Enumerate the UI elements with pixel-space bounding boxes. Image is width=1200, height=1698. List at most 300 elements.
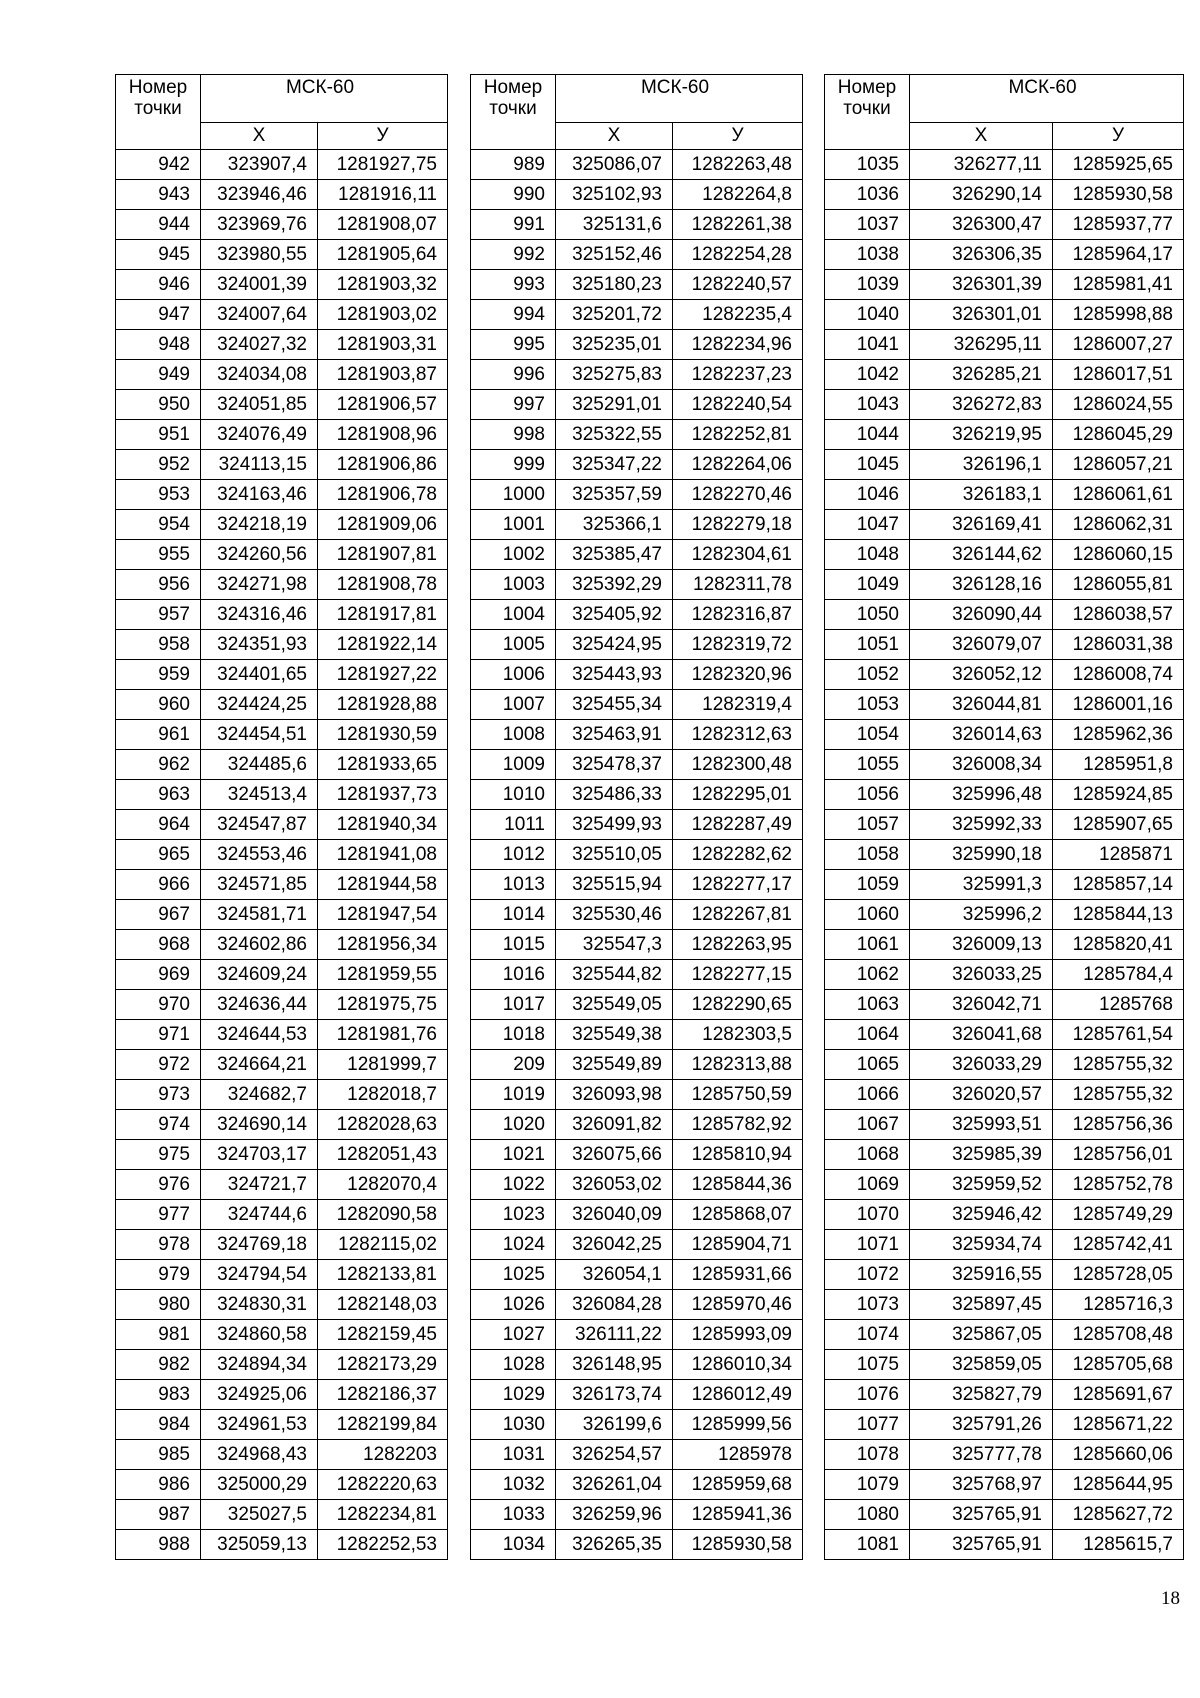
x-coordinate-cell: 324485,6 — [201, 750, 318, 780]
y-coordinate-cell: 1282277,15 — [673, 960, 803, 990]
y-coordinate-cell: 1281956,34 — [318, 930, 448, 960]
y-coordinate-cell: 1282311,78 — [673, 570, 803, 600]
x-coordinate-cell: 325405,92 — [556, 600, 673, 630]
y-coordinate-cell: 1285993,09 — [673, 1320, 803, 1350]
point-number-cell: 969 — [116, 960, 201, 990]
table-row — [471, 240, 803, 270]
x-coordinate-cell: 326008,34 — [910, 750, 1053, 780]
table-row — [116, 1440, 448, 1470]
table-row — [116, 1290, 448, 1320]
y-coordinate-cell: 1282282,62 — [673, 840, 803, 870]
table-row — [471, 1170, 803, 1200]
point-number-cell: 971 — [116, 1020, 201, 1050]
table-row — [116, 660, 448, 690]
header-coordinate-system: МСК-60 — [910, 75, 1184, 123]
x-coordinate-cell: 326277,11 — [910, 150, 1053, 180]
table-row — [825, 780, 1184, 810]
y-coordinate-cell: 1285904,71 — [673, 1230, 803, 1260]
table-row — [116, 180, 448, 210]
x-coordinate-cell: 326285,21 — [910, 360, 1053, 390]
y-coordinate-cell: 1285981,41 — [1053, 270, 1184, 300]
y-coordinate-cell: 1282070,4 — [318, 1170, 448, 1200]
x-coordinate-cell: 326169,41 — [910, 510, 1053, 540]
table-row — [116, 720, 448, 750]
point-number-cell: 1054 — [825, 720, 910, 750]
y-coordinate-cell: 1285871 — [1053, 840, 1184, 870]
point-number-cell: 943 — [116, 180, 201, 210]
point-number-cell: 1059 — [825, 870, 910, 900]
y-coordinate-cell: 1285959,68 — [673, 1470, 803, 1500]
x-coordinate-cell: 325946,42 — [910, 1200, 1053, 1230]
table-row — [825, 810, 1184, 840]
y-coordinate-cell: 1285924,85 — [1053, 780, 1184, 810]
point-number-cell: 1078 — [825, 1440, 910, 1470]
table-row — [471, 750, 803, 780]
point-number-cell: 1068 — [825, 1140, 910, 1170]
y-coordinate-cell: 1281906,57 — [318, 390, 448, 420]
point-number-cell: 962 — [116, 750, 201, 780]
x-coordinate-cell: 324830,31 — [201, 1290, 318, 1320]
table-row — [825, 570, 1184, 600]
x-coordinate-cell: 326196,1 — [910, 450, 1053, 480]
table-row — [116, 360, 448, 390]
y-coordinate-cell: 1285810,94 — [673, 1140, 803, 1170]
y-coordinate-cell: 1285868,07 — [673, 1200, 803, 1230]
y-coordinate-cell: 1282234,81 — [318, 1500, 448, 1530]
y-coordinate-cell: 1282115,02 — [318, 1230, 448, 1260]
table-row — [471, 420, 803, 450]
table-row — [116, 1140, 448, 1170]
y-coordinate-cell: 1285978 — [673, 1440, 803, 1470]
point-number-cell: 1060 — [825, 900, 910, 930]
table-row — [116, 900, 448, 930]
y-coordinate-cell: 1286008,74 — [1053, 660, 1184, 690]
table-row — [471, 570, 803, 600]
x-coordinate-cell: 324925,06 — [201, 1380, 318, 1410]
point-number-cell: 1019 — [471, 1080, 556, 1110]
table-row — [471, 660, 803, 690]
point-number-cell: 1009 — [471, 750, 556, 780]
header-x: Х — [556, 123, 673, 150]
y-coordinate-cell: 1282133,81 — [318, 1260, 448, 1290]
point-number-cell: 1045 — [825, 450, 910, 480]
table-row — [116, 480, 448, 510]
point-number-cell: 1010 — [471, 780, 556, 810]
x-coordinate-cell: 326075,66 — [556, 1140, 673, 1170]
y-coordinate-cell: 1282300,48 — [673, 750, 803, 780]
x-coordinate-cell: 325549,05 — [556, 990, 673, 1020]
table-row — [471, 1050, 803, 1080]
table-row — [825, 1230, 1184, 1260]
table-row — [471, 180, 803, 210]
y-coordinate-cell: 1286024,55 — [1053, 390, 1184, 420]
x-coordinate-cell: 323969,76 — [201, 210, 318, 240]
table-row — [116, 1170, 448, 1200]
table-row — [471, 1440, 803, 1470]
y-coordinate-cell: 1281908,78 — [318, 570, 448, 600]
y-coordinate-cell: 1285970,46 — [673, 1290, 803, 1320]
header-coordinate-system: МСК-60 — [201, 75, 448, 123]
y-coordinate-cell: 1282018,7 — [318, 1080, 448, 1110]
y-coordinate-cell: 1286010,34 — [673, 1350, 803, 1380]
x-coordinate-cell: 324113,15 — [201, 450, 318, 480]
table-row — [825, 690, 1184, 720]
table-row — [116, 1050, 448, 1080]
x-coordinate-cell: 324513,4 — [201, 780, 318, 810]
y-coordinate-cell: 1282290,65 — [673, 990, 803, 1020]
x-coordinate-cell: 325765,91 — [910, 1500, 1053, 1530]
x-coordinate-cell: 325993,51 — [910, 1110, 1053, 1140]
y-coordinate-cell: 1285705,68 — [1053, 1350, 1184, 1380]
y-coordinate-cell: 1285761,54 — [1053, 1020, 1184, 1050]
point-number-cell: 1071 — [825, 1230, 910, 1260]
x-coordinate-cell: 325102,93 — [556, 180, 673, 210]
point-number-cell: 979 — [116, 1260, 201, 1290]
point-number-cell: 992 — [471, 240, 556, 270]
table-row — [116, 1260, 448, 1290]
y-coordinate-cell: 1282199,84 — [318, 1410, 448, 1440]
point-number-cell: 1029 — [471, 1380, 556, 1410]
x-coordinate-cell: 324553,46 — [201, 840, 318, 870]
table-row — [471, 990, 803, 1020]
header-y: У — [1053, 123, 1184, 150]
table-row — [825, 990, 1184, 1020]
x-coordinate-cell: 324894,34 — [201, 1350, 318, 1380]
table-row — [471, 1110, 803, 1140]
point-number-cell: 1003 — [471, 570, 556, 600]
table-row — [825, 1080, 1184, 1110]
table-row — [471, 1470, 803, 1500]
y-coordinate-cell: 1285755,32 — [1053, 1050, 1184, 1080]
table-row — [471, 930, 803, 960]
point-number-cell: 950 — [116, 390, 201, 420]
table-row — [116, 840, 448, 870]
y-coordinate-cell: 1281906,78 — [318, 480, 448, 510]
y-coordinate-cell: 1286061,61 — [1053, 480, 1184, 510]
x-coordinate-cell: 324769,18 — [201, 1230, 318, 1260]
x-coordinate-cell: 326290,14 — [910, 180, 1053, 210]
point-number-cell: 1032 — [471, 1470, 556, 1500]
x-coordinate-cell: 325385,47 — [556, 540, 673, 570]
x-coordinate-cell: 325992,33 — [910, 810, 1053, 840]
y-coordinate-cell: 1282254,28 — [673, 240, 803, 270]
x-coordinate-cell: 325463,91 — [556, 720, 673, 750]
table-row — [471, 1410, 803, 1440]
x-coordinate-cell: 326259,96 — [556, 1500, 673, 1530]
y-coordinate-cell: 1281930,59 — [318, 720, 448, 750]
table-row — [116, 300, 448, 330]
point-number-cell: 1015 — [471, 930, 556, 960]
y-coordinate-cell: 1285962,36 — [1053, 720, 1184, 750]
table-row — [471, 780, 803, 810]
point-number-cell: 1001 — [471, 510, 556, 540]
point-number-cell: 1008 — [471, 720, 556, 750]
table-row — [471, 1380, 803, 1410]
table-row — [825, 270, 1184, 300]
y-coordinate-cell: 1285907,65 — [1053, 810, 1184, 840]
table-row — [116, 450, 448, 480]
table-row — [471, 540, 803, 570]
x-coordinate-cell: 325996,48 — [910, 780, 1053, 810]
x-coordinate-cell: 325366,1 — [556, 510, 673, 540]
point-number-cell: 1040 — [825, 300, 910, 330]
y-coordinate-cell: 1285644,95 — [1053, 1470, 1184, 1500]
x-coordinate-cell: 323980,55 — [201, 240, 318, 270]
point-number-cell: 991 — [471, 210, 556, 240]
table-row — [116, 1020, 448, 1050]
point-number-cell: 967 — [116, 900, 201, 930]
point-number-cell: 959 — [116, 660, 201, 690]
y-coordinate-cell: 1285964,17 — [1053, 240, 1184, 270]
x-coordinate-cell: 324690,14 — [201, 1110, 318, 1140]
table-row — [116, 630, 448, 660]
point-number-cell: 1007 — [471, 690, 556, 720]
x-coordinate-cell: 324316,46 — [201, 600, 318, 630]
point-number-cell: 996 — [471, 360, 556, 390]
x-coordinate-cell: 325443,93 — [556, 660, 673, 690]
y-coordinate-cell: 1285742,41 — [1053, 1230, 1184, 1260]
x-coordinate-cell: 326261,04 — [556, 1470, 673, 1500]
y-coordinate-cell: 1285627,72 — [1053, 1500, 1184, 1530]
table-row — [825, 1500, 1184, 1530]
x-coordinate-cell: 324602,86 — [201, 930, 318, 960]
y-coordinate-cell: 1286007,27 — [1053, 330, 1184, 360]
x-coordinate-cell: 326020,57 — [910, 1080, 1053, 1110]
x-coordinate-cell: 325765,91 — [910, 1530, 1053, 1560]
table-row — [471, 330, 803, 360]
x-coordinate-cell: 324271,98 — [201, 570, 318, 600]
point-number-cell: 968 — [116, 930, 201, 960]
y-coordinate-cell: 1281928,88 — [318, 690, 448, 720]
y-coordinate-cell: 1281903,02 — [318, 300, 448, 330]
y-coordinate-cell: 1285930,58 — [1053, 180, 1184, 210]
y-coordinate-cell: 1285857,14 — [1053, 870, 1184, 900]
y-coordinate-cell: 1285998,88 — [1053, 300, 1184, 330]
point-number-cell: 1058 — [825, 840, 910, 870]
table-row — [116, 1500, 448, 1530]
y-coordinate-cell: 1281903,32 — [318, 270, 448, 300]
table-row — [825, 720, 1184, 750]
x-coordinate-cell: 324051,85 — [201, 390, 318, 420]
x-coordinate-cell: 326254,57 — [556, 1440, 673, 1470]
x-coordinate-cell: 326014,63 — [910, 720, 1053, 750]
y-coordinate-cell: 1281940,34 — [318, 810, 448, 840]
table-row — [471, 720, 803, 750]
point-number-cell: 985 — [116, 1440, 201, 1470]
point-number-cell: 1031 — [471, 1440, 556, 1470]
point-number-cell: 1035 — [825, 150, 910, 180]
table-row — [116, 1470, 448, 1500]
x-coordinate-cell: 326128,16 — [910, 570, 1053, 600]
x-coordinate-cell: 324163,46 — [201, 480, 318, 510]
table-row — [116, 570, 448, 600]
x-coordinate-cell: 324027,32 — [201, 330, 318, 360]
x-coordinate-cell: 323946,46 — [201, 180, 318, 210]
point-number-cell: 1051 — [825, 630, 910, 660]
point-number-cell: 946 — [116, 270, 201, 300]
table-row — [116, 750, 448, 780]
table-row — [116, 330, 448, 360]
x-coordinate-cell: 324644,53 — [201, 1020, 318, 1050]
y-coordinate-cell: 1285708,48 — [1053, 1320, 1184, 1350]
point-number-cell: 1056 — [825, 780, 910, 810]
x-coordinate-cell: 325544,82 — [556, 960, 673, 990]
y-coordinate-cell: 1282261,38 — [673, 210, 803, 240]
point-number-cell: 1072 — [825, 1260, 910, 1290]
point-number-cell: 1037 — [825, 210, 910, 240]
point-number-cell: 960 — [116, 690, 201, 720]
table-row — [116, 1320, 448, 1350]
y-coordinate-cell: 1286001,16 — [1053, 690, 1184, 720]
x-coordinate-cell: 324218,19 — [201, 510, 318, 540]
point-number-cell: 1042 — [825, 360, 910, 390]
header-y: У — [673, 123, 803, 150]
y-coordinate-cell: 1281922,14 — [318, 630, 448, 660]
point-number-cell: 1041 — [825, 330, 910, 360]
point-number-cell: 1025 — [471, 1260, 556, 1290]
x-coordinate-cell: 325897,45 — [910, 1290, 1053, 1320]
point-number-cell: 956 — [116, 570, 201, 600]
x-coordinate-cell: 326272,83 — [910, 390, 1053, 420]
x-coordinate-cell: 325547,3 — [556, 930, 673, 960]
point-number-cell: 1074 — [825, 1320, 910, 1350]
point-number-cell: 1017 — [471, 990, 556, 1020]
point-number-cell: 1039 — [825, 270, 910, 300]
y-coordinate-cell: 1281908,96 — [318, 420, 448, 450]
table-row — [825, 1200, 1184, 1230]
y-coordinate-cell: 1282264,06 — [673, 450, 803, 480]
y-coordinate-cell: 1285716,3 — [1053, 1290, 1184, 1320]
point-number-cell: 1066 — [825, 1080, 910, 1110]
header-point-number: Номер точки — [471, 75, 556, 150]
x-coordinate-cell: 325131,6 — [556, 210, 673, 240]
x-coordinate-cell: 325499,93 — [556, 810, 673, 840]
y-coordinate-cell: 1282159,45 — [318, 1320, 448, 1350]
table-row — [825, 420, 1184, 450]
x-coordinate-cell: 326054,1 — [556, 1260, 673, 1290]
x-coordinate-cell: 325549,38 — [556, 1020, 673, 1050]
y-coordinate-cell: 1281907,81 — [318, 540, 448, 570]
y-coordinate-cell: 1281906,86 — [318, 450, 448, 480]
y-coordinate-cell: 1285925,65 — [1053, 150, 1184, 180]
y-coordinate-cell: 1285951,8 — [1053, 750, 1184, 780]
table-row — [825, 1050, 1184, 1080]
table-row — [825, 1110, 1184, 1140]
table-row — [825, 510, 1184, 540]
y-coordinate-cell: 1285782,92 — [673, 1110, 803, 1140]
y-coordinate-cell: 1281937,73 — [318, 780, 448, 810]
point-number-cell: 1061 — [825, 930, 910, 960]
x-coordinate-cell: 326199,6 — [556, 1410, 673, 1440]
y-coordinate-cell: 1282267,81 — [673, 900, 803, 930]
y-coordinate-cell: 1282263,48 — [673, 150, 803, 180]
x-coordinate-cell: 325791,26 — [910, 1410, 1053, 1440]
page-number: 18 — [1161, 1588, 1180, 1609]
x-coordinate-cell: 325086,07 — [556, 150, 673, 180]
y-coordinate-cell: 1285937,77 — [1053, 210, 1184, 240]
y-coordinate-cell: 1285999,56 — [673, 1410, 803, 1440]
x-coordinate-cell: 325201,72 — [556, 300, 673, 330]
table-row — [116, 540, 448, 570]
x-coordinate-cell: 326300,47 — [910, 210, 1053, 240]
point-number-cell: 948 — [116, 330, 201, 360]
coordinates-table-2 — [470, 74, 803, 1560]
header-coordinate-system: МСК-60 — [556, 75, 803, 123]
x-coordinate-cell: 326052,12 — [910, 660, 1053, 690]
point-number-cell: 1069 — [825, 1170, 910, 1200]
table-row — [116, 240, 448, 270]
y-coordinate-cell: 1286017,51 — [1053, 360, 1184, 390]
table-row — [471, 1200, 803, 1230]
table-row — [825, 210, 1184, 240]
point-number-cell: 1030 — [471, 1410, 556, 1440]
x-coordinate-cell: 325059,13 — [201, 1530, 318, 1560]
x-coordinate-cell: 326148,95 — [556, 1350, 673, 1380]
point-number-cell: 1065 — [825, 1050, 910, 1080]
x-coordinate-cell: 324547,87 — [201, 810, 318, 840]
y-coordinate-cell: 1285844,13 — [1053, 900, 1184, 930]
y-coordinate-cell: 1281903,31 — [318, 330, 448, 360]
point-number-cell: 1027 — [471, 1320, 556, 1350]
point-number-cell: 947 — [116, 300, 201, 330]
point-number-cell: 1063 — [825, 990, 910, 1020]
y-coordinate-cell: 1282320,96 — [673, 660, 803, 690]
point-number-cell: 980 — [116, 1290, 201, 1320]
y-coordinate-cell: 1281999,7 — [318, 1050, 448, 1080]
point-number-cell: 994 — [471, 300, 556, 330]
x-coordinate-cell: 325478,37 — [556, 750, 673, 780]
x-coordinate-cell: 326091,82 — [556, 1110, 673, 1140]
table-row — [471, 150, 803, 180]
x-coordinate-cell: 324744,6 — [201, 1200, 318, 1230]
y-coordinate-cell: 1285756,01 — [1053, 1140, 1184, 1170]
y-coordinate-cell: 1282252,81 — [673, 420, 803, 450]
point-number-cell: 952 — [116, 450, 201, 480]
table-row — [471, 510, 803, 540]
y-coordinate-cell: 1282220,63 — [318, 1470, 448, 1500]
x-coordinate-cell: 325357,59 — [556, 480, 673, 510]
x-coordinate-cell: 326301,01 — [910, 300, 1053, 330]
table-row — [825, 1320, 1184, 1350]
point-number-cell: 976 — [116, 1170, 201, 1200]
y-coordinate-cell: 1282234,96 — [673, 330, 803, 360]
table-row — [116, 990, 448, 1020]
table-row — [825, 480, 1184, 510]
x-coordinate-cell: 324260,56 — [201, 540, 318, 570]
y-coordinate-cell: 1285931,66 — [673, 1260, 803, 1290]
y-coordinate-cell: 1282240,57 — [673, 270, 803, 300]
point-number-cell: 1022 — [471, 1170, 556, 1200]
table-row — [471, 1230, 803, 1260]
x-coordinate-cell: 325424,95 — [556, 630, 673, 660]
point-number-cell: 1021 — [471, 1140, 556, 1170]
x-coordinate-cell: 326033,29 — [910, 1050, 1053, 1080]
x-coordinate-cell: 324351,93 — [201, 630, 318, 660]
point-number-cell: 981 — [116, 1320, 201, 1350]
x-coordinate-cell: 325515,94 — [556, 870, 673, 900]
point-number-cell: 965 — [116, 840, 201, 870]
point-number-cell: 975 — [116, 1140, 201, 1170]
table-row — [471, 1290, 803, 1320]
point-number-cell: 1077 — [825, 1410, 910, 1440]
point-number-cell: 1000 — [471, 480, 556, 510]
table-row — [825, 240, 1184, 270]
header-x: Х — [201, 123, 318, 150]
table-row — [116, 1380, 448, 1410]
y-coordinate-cell: 1282237,23 — [673, 360, 803, 390]
x-coordinate-cell: 324703,17 — [201, 1140, 318, 1170]
table-row — [825, 1290, 1184, 1320]
